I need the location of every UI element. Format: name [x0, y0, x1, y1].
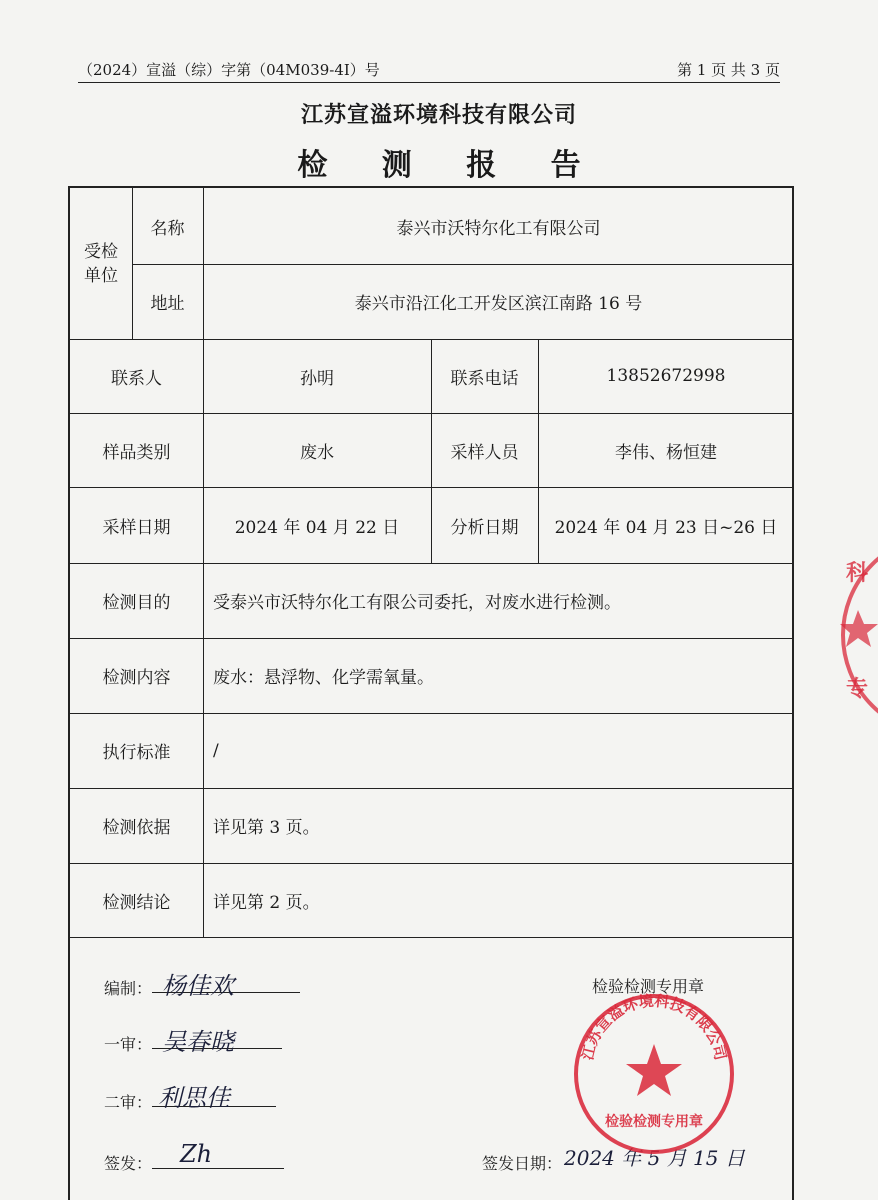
- client-address-label: 地址: [150, 294, 185, 314]
- sample-type-label: 样品类别: [102, 442, 171, 463]
- sampling-date-value: 2024 年 04 月 22 日: [234, 517, 400, 538]
- report-header: [78, 58, 780, 83]
- compiler-signature: 杨佳欢: [162, 972, 234, 1000]
- svg-text:检验检测专用章: 检验检测专用章: [605, 1114, 703, 1130]
- conclusion-value: 详见第 2 页。: [213, 892, 320, 913]
- issuer-label: 签发：: [104, 1154, 153, 1173]
- second-review-label: 二审：: [104, 1093, 153, 1112]
- contact-label: 联系人: [111, 368, 162, 389]
- phone-label: 联系电话: [450, 368, 519, 389]
- second-review-signature: 利思佳: [158, 1084, 230, 1112]
- issue-date-label: 签发日期：: [482, 1154, 563, 1173]
- document-title: 检 测 报 告: [297, 148, 603, 183]
- company-name: 江苏宣溢环境科技有限公司: [300, 103, 577, 128]
- contact-value: 孙明: [300, 368, 334, 389]
- inspection-seal-stamp: [572, 992, 736, 1156]
- compiler-label: 编制：: [104, 979, 153, 998]
- basis-value: 详见第 3 页。: [213, 818, 320, 838]
- client-group-label-line1: 受检: [84, 241, 118, 262]
- client-name-value: 泰兴市沃特尔化工有限公司: [396, 218, 601, 239]
- issuer-signature: Zh: [180, 1140, 213, 1168]
- client-group-label-line2: 单位: [84, 265, 118, 286]
- sampler-value: 李伟、杨恒建: [615, 442, 717, 463]
- sampling-date-label: 采样日期: [102, 517, 171, 538]
- analysis-date-label: 分析日期: [450, 517, 519, 538]
- svg-text:科: 科: [846, 561, 869, 586]
- standard-value: /: [213, 740, 219, 761]
- edge-seal-partial: [838, 528, 878, 742]
- analysis-date-value: 2024 年 04 月 23 日~26 日: [554, 517, 778, 538]
- seal-caption: 检验检测专用章: [592, 977, 705, 996]
- conclusion-label: 检测结论: [102, 892, 171, 913]
- svg-text:江苏宣溢环境科技有限公司: 江苏宣溢环境科技有限公司: [578, 992, 730, 1062]
- first-review-signature: 吴春晓: [162, 1028, 234, 1056]
- basis-label: 检测依据: [102, 818, 171, 838]
- report-number: （2024）宣溢（综）字第（04M039-4I）号: [78, 61, 380, 79]
- purpose-label: 检测目的: [102, 593, 171, 613]
- client-address-value: 泰兴市沿江化工开发区滨江南路 16 号: [354, 294, 643, 314]
- issuer-line: [152, 1168, 284, 1169]
- svg-text:专: 专: [846, 677, 869, 702]
- first-review-label: 一审：: [104, 1035, 153, 1054]
- purpose-value: 受泰兴市沃特尔化工有限公司委托，对废水进行检测。: [213, 593, 621, 613]
- issue-date-value: 2024 年 5 月 15 日: [564, 1146, 745, 1170]
- content-label: 检测内容: [102, 668, 171, 688]
- sampler-label: 采样人员: [450, 442, 519, 463]
- client-group-label: [70, 188, 132, 339]
- content-value: 废水：悬浮物、化学需氧量。: [213, 668, 434, 688]
- client-name-label: 名称: [150, 218, 185, 239]
- page-info: 第 1 页 共 3 页: [677, 61, 780, 79]
- sample-type-value: 废水: [300, 442, 334, 463]
- phone-value: 13852672998: [606, 366, 726, 386]
- standard-label: 执行标准: [102, 743, 171, 763]
